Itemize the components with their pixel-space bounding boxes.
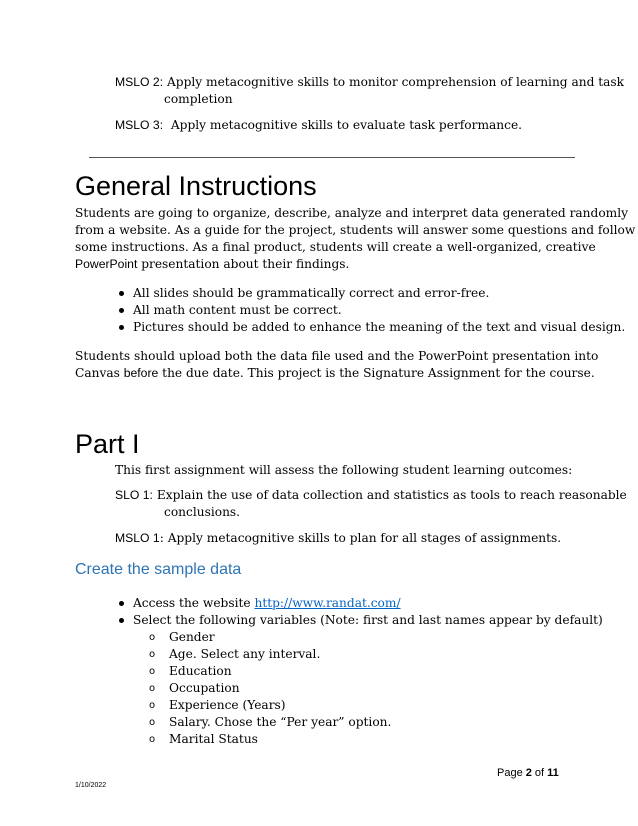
general-para-line-3: some instructions. As a final product, students will create a well-organized, creative <box>75 240 596 254</box>
bullet-dot-icon <box>119 291 124 296</box>
powerpoint-emphasis: PowerPoint <box>75 257 138 271</box>
access-website-line <box>133 595 401 612</box>
of-word: of <box>531 767 548 779</box>
circle-bullet-icon: o <box>149 734 156 745</box>
create-sample-heading: Create the sample data <box>75 561 242 578</box>
general-bullet-2: All math content must be correct. <box>133 303 342 317</box>
page-current: 2 <box>525 767 532 779</box>
mslo3-text: Apply metacognitive skills to evaluate task performance. <box>170 118 523 132</box>
variable-item: Occupation <box>169 681 240 695</box>
randat-link[interactable]: http://www.randat.com/ <box>254 596 401 610</box>
circle-bullet-icon: o <box>149 683 156 694</box>
variable-item: Education <box>169 664 232 678</box>
general-bullet-1: All slides should be grammatically correct and error-free. <box>133 286 490 300</box>
bullet-dot-icon <box>119 325 124 330</box>
mslo2-label: MSLO 2: <box>115 75 164 89</box>
circle-bullet-icon: o <box>149 717 156 728</box>
footer-date: 1/10/2022 <box>75 782 107 789</box>
circle-bullet-icon: o <box>149 666 156 677</box>
page-number <box>497 767 559 779</box>
variable-item: Gender <box>169 630 215 644</box>
access-website-text: Access the website <box>133 596 255 610</box>
mslo1-label: MSLO 1 <box>115 531 160 545</box>
general-bullet-3: Pictures should be added to enhance the meaning of the text and visual design. <box>133 320 626 334</box>
variable-item: Age. Select any interval. <box>169 647 321 661</box>
mslo3-label: MSLO 3: <box>115 118 164 132</box>
upload-post: the due date. This project is the Signature Assignment for the course. <box>158 366 595 380</box>
horizontal-divider <box>89 157 575 158</box>
page-total: 11 <box>547 767 559 779</box>
general-para-line-4-rest: presentation about their findings. <box>137 257 350 271</box>
variable-item: Salary. Chose the “Per year” option. <box>169 715 392 729</box>
variable-item: Marital Status <box>169 732 258 746</box>
general-para-line-2: from a website. As a guide for the project, students will answer some questions and follow <box>75 223 636 237</box>
variable-item: Experience (Years) <box>169 698 286 712</box>
circle-bullet-icon: o <box>149 700 156 711</box>
mslo1-line <box>115 530 561 547</box>
mslo3-line <box>115 117 522 134</box>
circle-bullet-icon: o <box>149 632 156 643</box>
general-para-line-4 <box>75 256 349 273</box>
select-variables-line: Select the following variables (Note: first and last names appear by default) <box>133 613 603 627</box>
part-one-intro: This first assignment will assess the following student learning outcomes: <box>115 463 573 477</box>
slo1-label: SLO 1: <box>115 488 153 502</box>
mslo2-continuation: completion <box>164 92 233 106</box>
slo1-text: Explain the use of data collection and statistics as tools to reach reasonable <box>156 488 627 502</box>
bullet-dot-icon <box>119 308 124 313</box>
mslo2-text: Apply metacognitive skills to monitor comprehension of learning and task <box>166 75 625 89</box>
bullet-dot-icon <box>119 618 124 623</box>
bullet-dot-icon <box>119 601 124 606</box>
part-one-heading: Part I <box>75 429 140 459</box>
general-para-line-1: Students are going to organize, describe, analyze and interpret data generated randomly <box>75 206 629 220</box>
mslo1-text: : Apply metacognitive skills to plan for all stages of assignments. <box>159 531 562 545</box>
upload-line-1: Students should upload both the data file used and the PowerPoint presentation into <box>75 349 599 363</box>
upload-pre: Canvas <box>75 366 124 380</box>
mslo2-line <box>115 74 624 91</box>
page-word: Page <box>497 767 526 779</box>
slo1-continuation: conclusions. <box>164 505 241 519</box>
upload-line-2 <box>75 365 595 382</box>
slo1-line <box>115 487 627 504</box>
before-emphasis: before <box>123 366 159 380</box>
circle-bullet-icon: o <box>149 649 156 660</box>
general-instructions-heading: General Instructions <box>75 171 317 201</box>
